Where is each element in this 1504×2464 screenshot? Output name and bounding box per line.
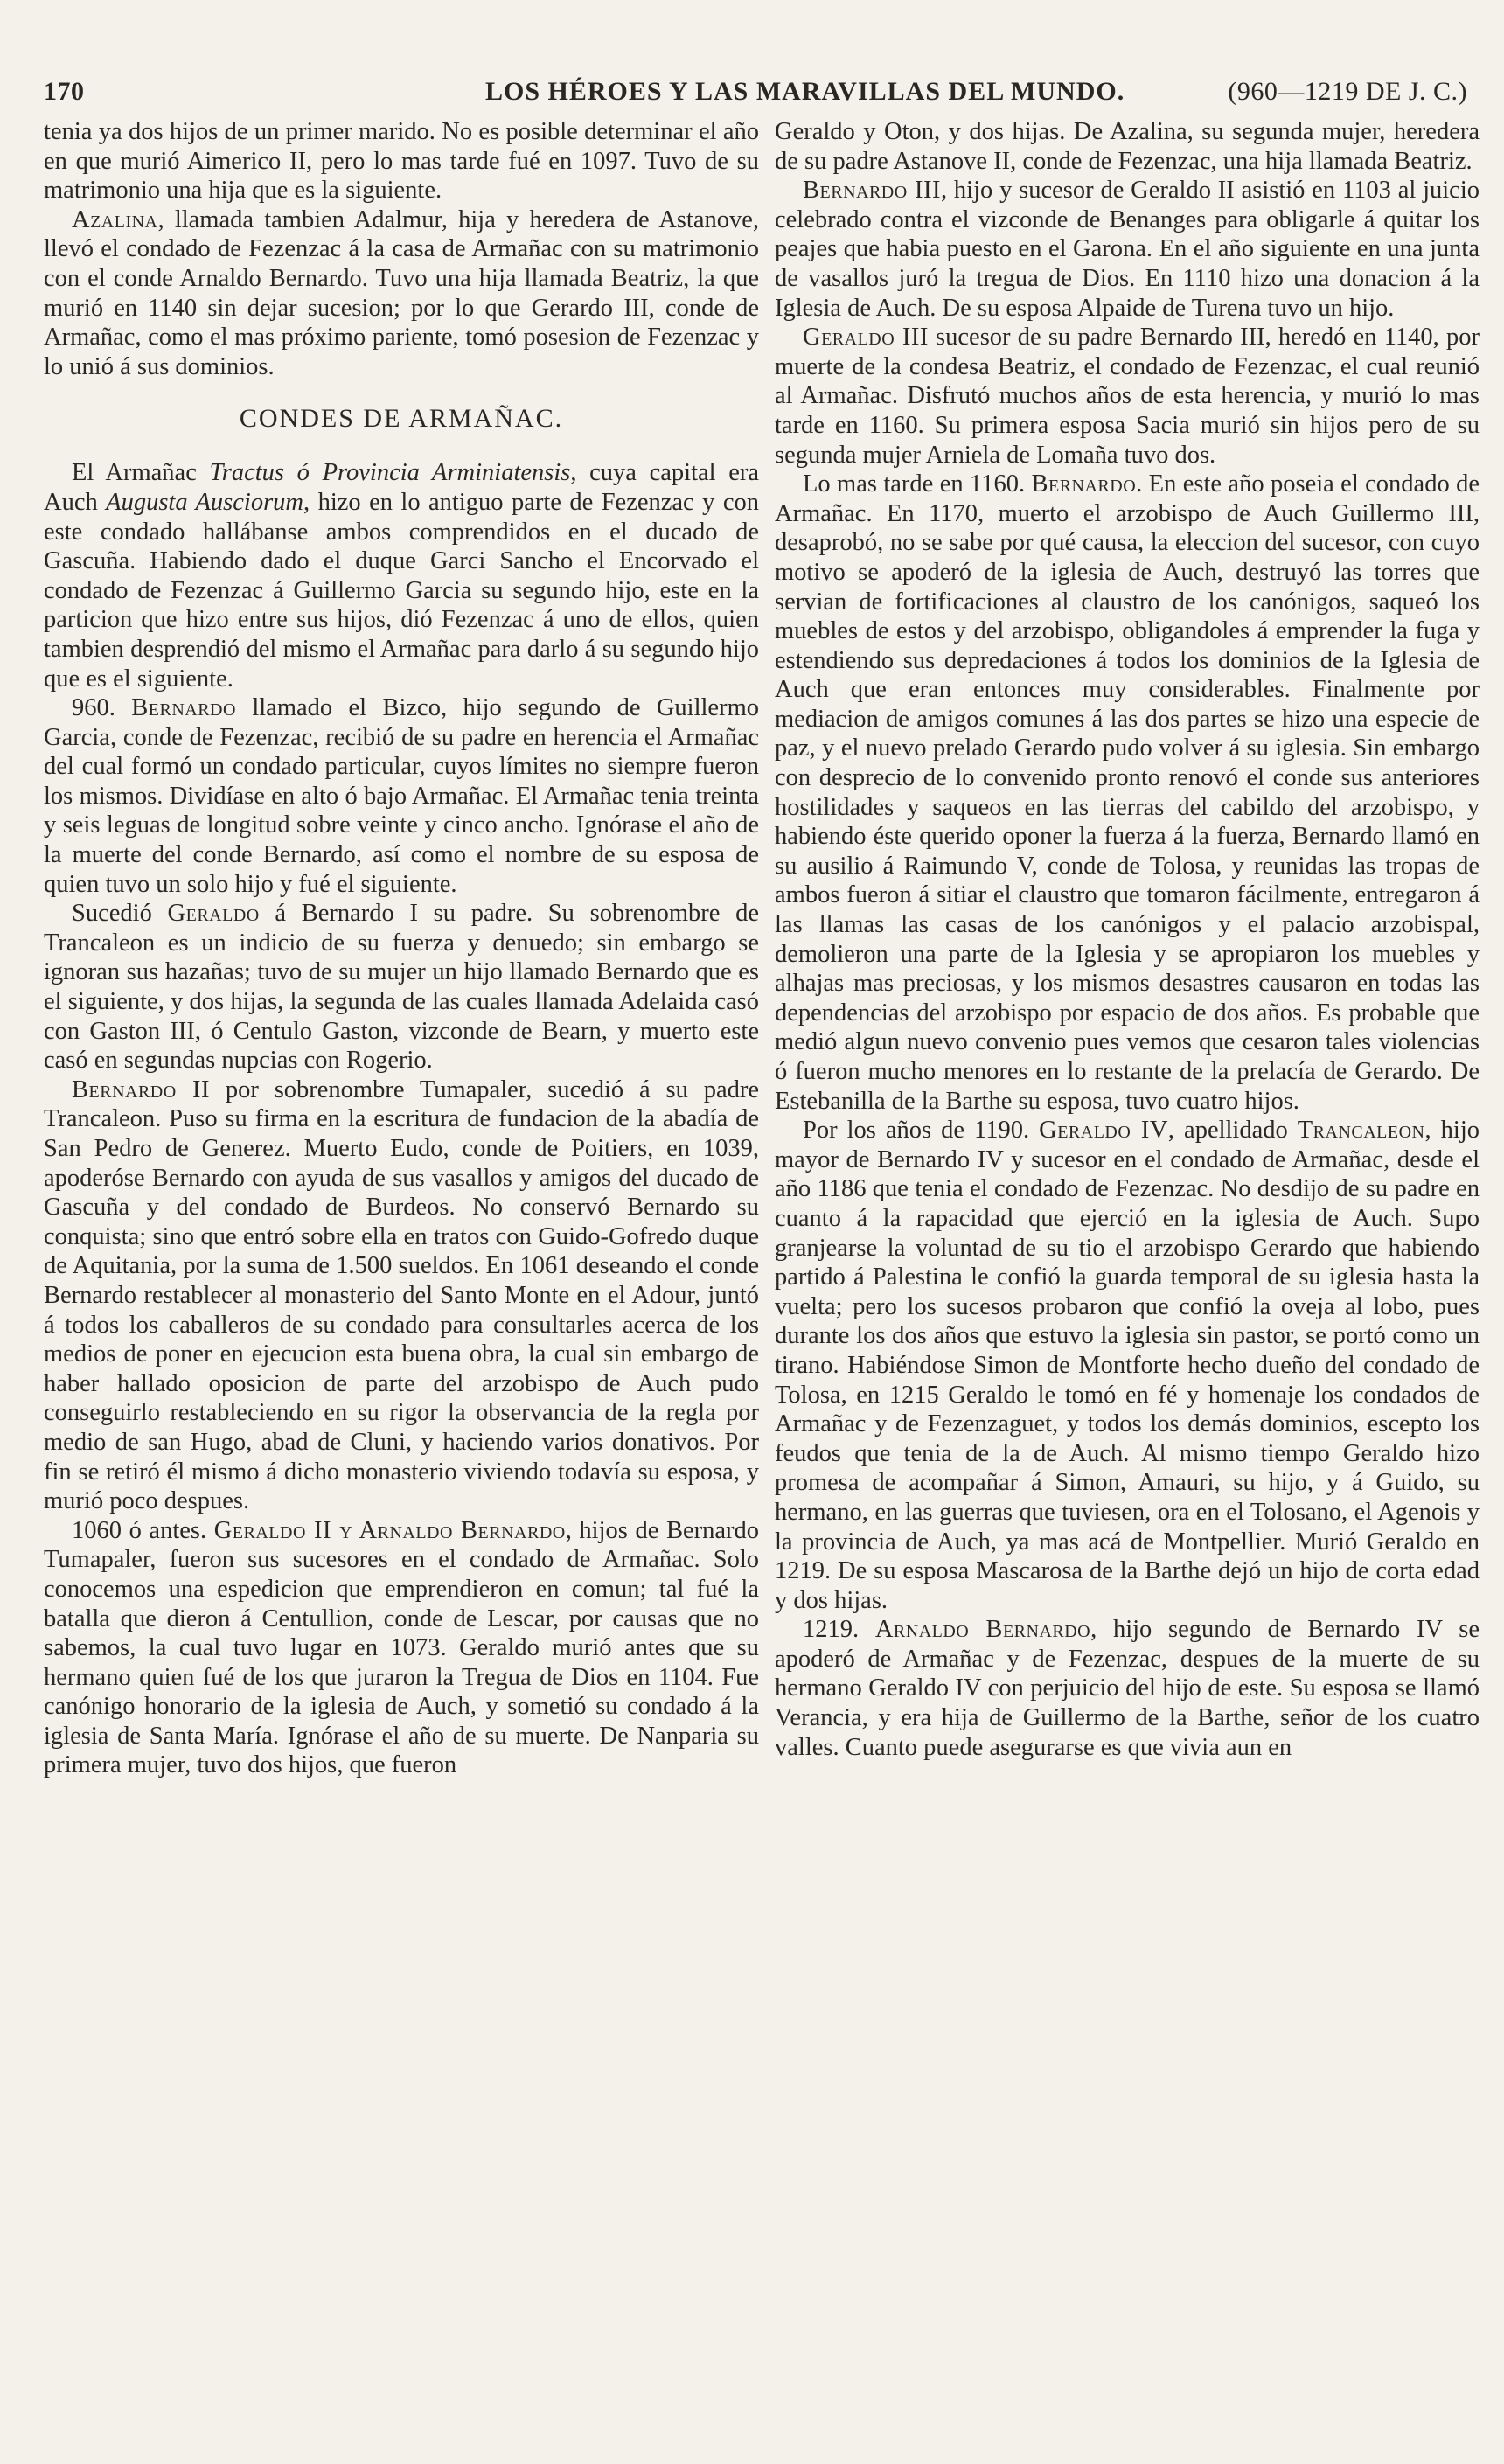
person-name: Azalina: [72, 205, 158, 233]
right-column: [775, 117, 1480, 1762]
paragraph: El Armañac Tractus ó Provincia Arminiatensis, cuya capital era Auch Augusta Ausciorum, hizo en lo antiguo parte de Fezenzac y con este condado hallábanse ambos comprendidos en el ducado de Gascuña. Habiendo dado el duque Garci Sancho el Encorvado el condado de Fezenzac á Guillermo Garcia su segundo hijo, este en la particion que hizo entre sus hijos, dió Fezenzac á uno de ellos, quien tambien desprendió del mismo el Armañac para darlo á su segundo hijo que es el siguiente.: [44, 459, 759, 693]
running-dates: (960—1219 DE J. C.): [1228, 77, 1467, 106]
running-head: [44, 77, 1467, 114]
section-heading: CONDES DE ARMAÑAC.: [239, 404, 564, 434]
person-name: Arnaldo Bernardo: [874, 1616, 1091, 1644]
paragraph: Por los años de 1190. Geraldo IV, apellidado Trancaleon, hijo mayor de Bernardo IV y sucesor en el condado de Armañac, desde el año 1186 que tenia el condado de Fezenzac. No desdijo de su padre en cuanto á la rapacidad que ejerció en la iglesia de Auch. Supo granjearse la voluntad de su tio el arzobispo Gerardo que habiendo partido á Palestina le confió la guarda temporal de su iglesia hasta la vuelta; pero los sucesos probaron que confió la oveja al lobo, pues durante los dos años que estuvo la iglesia sin pastor, se portó como un tirano. Habiéndose Simon de Montforte hecho dueño del condado de Tolosa, en 1215 Geraldo le tomó en fé y homenaje los condados de Armañac y de Fezenzaguet, y todos los demás dominios, escepto los feudos que tenia de la de Auch. Al mismo tiempo Geraldo hizo promesa de acompañar á Simon, Amauri, su hijo, y á Guido, su hermano, en las guerras que tuviesen, ora en el Tolosano, el Agenois y la provincia de Auch, ya mas acá de Montpellier. Murió Geraldo en 1219. De su esposa Mascarosa de la Barthe dejó un hijo de corta edad y dos hijas.: [775, 1117, 1480, 1614]
person-name: Bernardo: [1031, 470, 1137, 498]
person-name: Geraldo III: [803, 324, 929, 352]
person-name: Bernardo II: [72, 1075, 211, 1103]
person-name: Bernardo III: [803, 177, 941, 205]
page-number: 170: [44, 77, 85, 106]
person-name: Trancaleon: [1297, 1117, 1425, 1145]
running-title: LOS HÉROES Y LAS MARAVILLAS DEL MUNDO.: [485, 77, 1125, 106]
paragraph: 1219. Arnaldo Bernardo, hijo segundo de Bernardo IV se apoderó de Armañac y de Fezenzac, despues de la muerte de su hermano Geraldo IV con perjuicio del hijo de este. Su esposa se llamó Verancia, y era hija de Guillermo de la Barthe, señor de los cuatro valles. Cuanto puede asegurarse es que vivia aun en: [775, 1616, 1480, 1761]
paragraph: Geraldo III sucesor de su padre Bernardo III, heredó en 1140, por muerte de la condesa Beatriz, el condado de Fezenzac, el cual reunió al Armañac. Disfrutó muchos años de esta herencia, y murió lo mas tarde en 1160. Su primera esposa Sacia murió sin hijos pero de su segunda mujer Arniela de Lomaña tuvo dos.: [775, 324, 1480, 469]
paragraph: 1060 ó antes. Geraldo II y Arnaldo Bernardo, hijos de Bernardo Tumapaler, fueron sus sucesores en el condado de Armañac. Solo conocemos una espedicion que emprendieron en comun; tal fué la batalla que dieron á Centullion, conde de Lescar, por causas que no sabemos, la cual tuvo lugar en 1073. Geraldo murió antes que su hermano quien fué de los que juraron la Tregua de Dios en 1104. Fue canónigo honorario de la iglesia de Auch, y sometió su condado á la iglesia de Santa María. Ignórase el año de su muerte. De Nanparia su primera mujer, tuvo dos hijos, que fueron: [44, 1516, 759, 1779]
paragraph: Lo mas tarde en 1160. Bernardo. En este año poseia el condado de Armañac. En 1170, muerto el arzobispo de Auch Guillermo III, desaprobó, no se sabe por qué causa, la eleccion del sucesor, con cuyo motivo se apoderó de la iglesia de Auch, destruyó las torres que servian de fortificaciones al claustro de los canónigos, saqueó los muebles de estos y del arzobispo, obligandoles á emprender la fuga y estendiendo sus depredaciones á todos los dominios de la Iglesia de Auch que eran entonces muy considerables. Finalmente por mediacion de amigos comunes á las dos partes se hizo una especie de paz, y el nuevo prelado Gerardo pudo volver á su iglesia. Sin embargo con desprecio de lo convenido pronto renovó el conde sus anteriores hostilidades y saqueos en las tierras del cabildo del arzobispo, y habiendo éste querido oponer la fuerza á la fuerza, Bernardo llamó en su ausilio á Raimundo V, conde de Tolosa, y reunidas las tropas de ambos fueron á sitiar el claustro que tomaron fácilmente, entregaron á las llamas las casas de los canónigos y el palacio arzobispal, demolieron una parte de la Iglesia y se apropiaron los muebles y alhajas mas preciosas, y los mismos desastres causaron en todas las dependencias del arzobispo por espacio de dos años. Es probable que medió algun nuevo convenio pues vemos que cesaron tales violencias ó fueron mucho menores en lo restante de la prelacía de Gerardo. De Estebanilla de la Barthe su esposa, tuvo cuatro hijos.: [775, 470, 1480, 1115]
person-name: Geraldo IV: [1039, 1117, 1168, 1145]
paragraph: Geraldo y Oton, y dos hijas. De Azalina, su segunda mujer, heredera de su padre Astanove II, conde de Fezenzac, una hija llamada Beatriz.: [775, 118, 1480, 175]
person-name: Geraldo II y Arnaldo Bernardo: [213, 1516, 566, 1544]
person-name: Bernardo: [131, 694, 236, 722]
paragraph: Sucedió Geraldo á Bernardo I su padre. Su sobrenombre de Trancaleon es un indicio de su fuerza y denuedo; sin embargo se ignoran sus hazañas; tuvo de su mujer un hijo llamado Bernardo que es el siguiente, y dos hijas, la segunda de las cuales llamada Adelaida casó con Gaston III, ó Centulo Gaston, vizconde de Bearn, y muerto este casó en segundas nupcias con Rogerio.: [44, 900, 759, 1075]
paragraph: Bernardo II por sobrenombre Tumapaler, sucedió á su padre Trancaleon. Puso su firma en la escritura de fundacion de la abadía de San Pedro de Generez. Muerto Eudo, conde de Poitiers, en 1039, apoderóse Bernardo con ayuda de sus vasallos y amigos del ducado de Gascuña y del condado de Burdeos. No conservó Bernardo su conquista; sino que entró sobre ella en tratos con Guido-Gofredo duque de Aquitania, por la suma de 1.500 sueldos. En 1061 deseando el conde Bernardo restablecer al monasterio del Santo Monte en el Adour, juntó á todos los caballeros de su condado para consultarles acerca de los medios de poner en ejecucion esta buena obra, la cual sin embargo de haber hallado oposicion de parte del arzobispo de Auch pudo conseguirlo restableciendo en su rigor la observancia de la regla por medio de san Hugo, abad de Cluni, y haciendo varios donativos. Por fin se retiró él mismo á dicho monasterio viviendo todavía su esposa, y murió poco despues.: [44, 1075, 759, 1515]
left-column: [44, 117, 759, 1780]
paragraph: tenia ya dos hijos de un primer marido. No es posible determinar el año en que murió Aimerico II, pero lo mas tarde fué en 1097. Tuvo de su matrimonio una hija que es la siguiente.: [44, 118, 759, 205]
paragraph: Bernardo III, hijo y sucesor de Geraldo II asistió en 1103 al juicio celebrado contra el vizconde de Benanges para obligarle á quitar los peajes que habia puesto en el Garona. En el año siguiente en una junta de vasallos juró la tregua de Dios. En 1110 hizo una donacion á la Iglesia de Auch. De su esposa Alpaide de Turena tuvo un hijo.: [775, 177, 1480, 322]
paragraph: Azalina, llamada tambien Adalmur, hija y heredera de Astanove, llevó el condado de Fezenzac á la casa de Armañac con su matrimonio con el conde Arnaldo Bernardo. Tuvo una hija llamada Beatriz, la que murió en 1140 sin dejar sucesion; por lo que Gerardo III, conde de Armañac, como el mas próximo pariente, tomó posesion de Fezenzac y lo unió á sus dominios.: [44, 205, 759, 380]
paragraph: 960. Bernardo llamado el Bizco, hijo segundo de Guillermo Garcia, conde de Fezenzac, recibió de su padre en herencia el Armañac del cual formó un condado particular, cuyos límites no siempre fueron los mismos. Dividíase en alto ó bajo Armañac. El Armañac tenia treinta y seis leguas de longitud sobre veinte y cinco ancho. Ignórase el año de la muerte del conde Bernardo, así como el nombre de su esposa de quien tuvo un solo hijo y fué el siguiente.: [44, 694, 759, 898]
person-name: Geraldo: [167, 900, 260, 928]
